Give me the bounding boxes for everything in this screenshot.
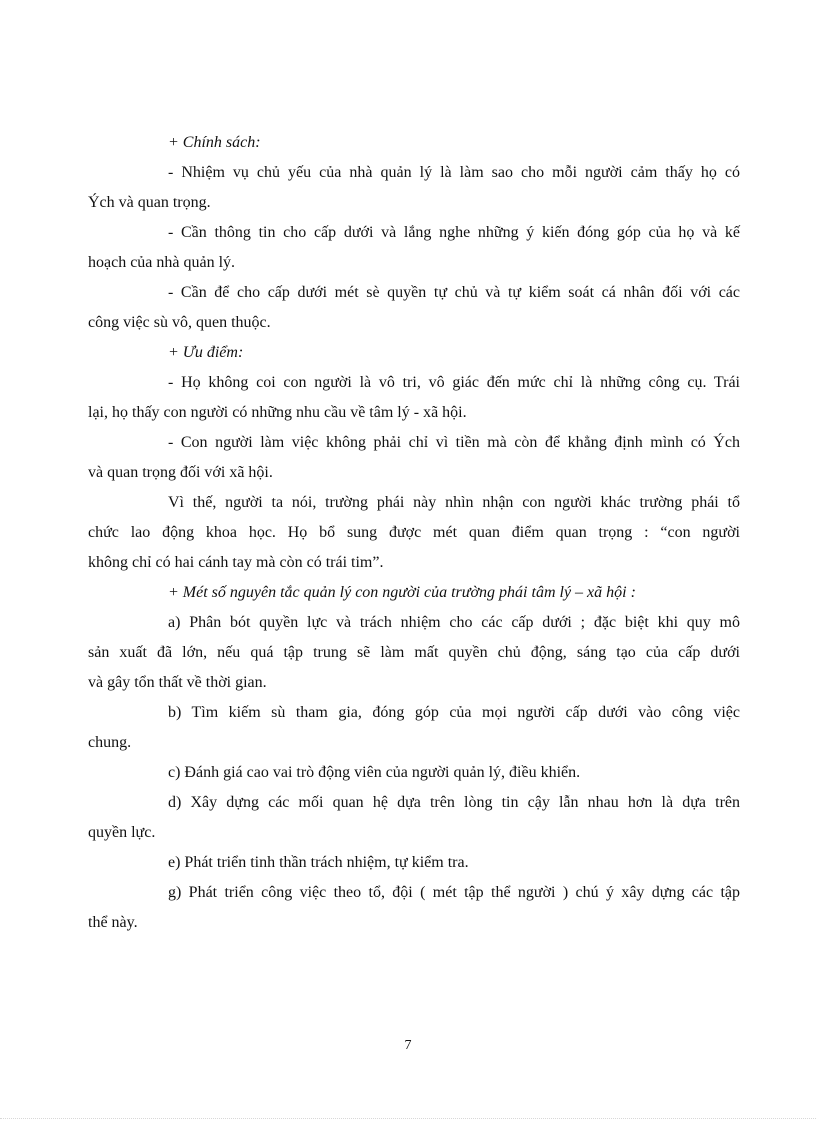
page-body [88,128,740,938]
paragraph-line: chung. [88,734,132,751]
paragraph-line: thể này. [88,914,138,931]
paragraph-line: lại, họ thấy con người có những nhu cầu về tâm lý - xã hội. [88,404,467,421]
heading-nguyen-tac: + Mét số nguyên tắc quản lý con người của trường phái tâm lý – xã hội : [168,584,636,601]
paragraph-line: và quan trọng đối với xã hội. [88,464,273,481]
paragraph-line: Vì thế, người ta nói, trường phái này nhìn nhận con người khác trường phái tổ [168,494,740,511]
paragraph-line: sản xuất đã lớn, nếu quá tập trung sẽ làm mất quyền chủ động, sáng tạo của cấp dưới [88,644,740,661]
paragraph-line: e) Phát triển tinh thần trách nhiệm, tự kiểm tra. [168,854,469,871]
paragraph-line: quyền lực. [88,824,156,841]
paragraph-line: c) Đánh giá cao vai trò động viên của người quản lý, điều khiển. [168,764,581,781]
paragraph-line: g) Phát triển công việc theo tổ, đội ( mét tập thể người ) chú ý xây dựng các tập [168,884,740,901]
paragraph-line: không chỉ có hai cánh tay mà còn có trái tim”. [88,554,384,571]
paragraph-line: hoạch của nhà quản lý. [88,254,236,271]
paragraph-line: công việc sù vô, quen thuộc. [88,314,271,331]
paragraph-line: - Con người làm việc không phải chỉ vì tiền mà còn để khẳng định mình có Ých [168,434,740,451]
paragraph-line: - Cần để cho cấp dưới mét sè quyền tự chủ và tự kiểm soát cá nhân đối với các [168,284,740,301]
heading-uu-diem: + Ưu điểm: [168,344,244,361]
paragraph-line: - Nhiệm vụ chủ yếu của nhà quản lý là làm sao cho mỗi người cảm thấy họ có [168,164,740,181]
paragraph-line: chức lao động khoa học. Họ bổ sung được mét quan điểm quan trọng : “con người [88,524,740,541]
paragraph-line: - Cần thông tin cho cấp dưới và lắng nghe những ý kiến đóng góp của họ và kế [168,224,740,241]
paragraph-line: - Họ không coi con người là vô tri, vô giác đến mức chỉ là những công cụ. Trái [168,374,740,391]
paragraph-line: b) Tìm kiếm sù tham gia, đóng góp của mọi người cấp dưới vào công việc [168,704,740,721]
heading-chinh-sach: + Chính sách: [168,134,261,151]
paragraph-line: a) Phân bót quyền lực và trách nhiệm cho các cấp dưới ; đặc biệt khi quy mô [168,614,740,631]
paragraph-line: Ých và quan trọng. [88,194,211,211]
page-bottom-divider [0,1118,816,1119]
page-number: 7 [404,1038,412,1053]
paragraph-line: d) Xây dựng các mối quan hệ dựa trên lòng tin cậy lẫn nhau hơn là dựa trên [168,794,740,811]
paragraph-line: và gây tổn thất về thời gian. [88,674,267,691]
